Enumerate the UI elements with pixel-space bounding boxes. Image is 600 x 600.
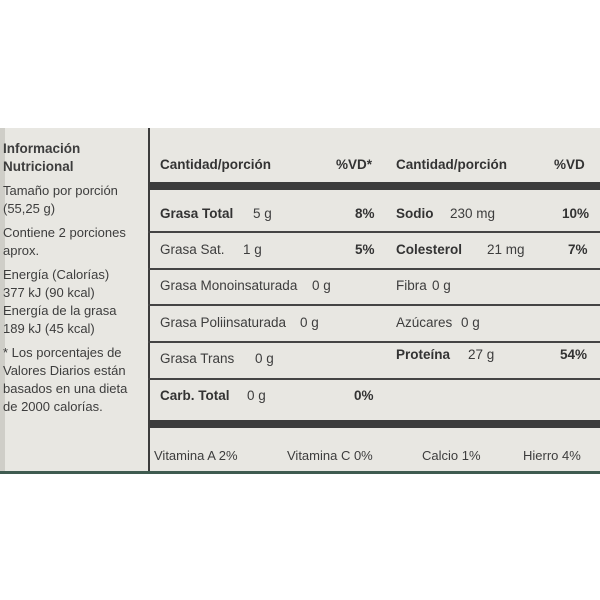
nutrient-amount: 1 g bbox=[243, 242, 262, 257]
nutrient-amount: 0 g bbox=[312, 278, 331, 293]
nutrient-amount: 0 g bbox=[247, 388, 266, 403]
daily-value-footnote: * Los porcentajes de Valores Diarios están basados en una dieta de 2000 calorías. bbox=[3, 345, 128, 414]
nutrient-amount: 5 g bbox=[253, 206, 272, 221]
calcium: Calcio 1% bbox=[422, 448, 481, 463]
row-divider bbox=[148, 341, 600, 343]
row-divider bbox=[148, 378, 600, 380]
vitamin-a: Vitamina A 2% bbox=[154, 448, 238, 463]
header-amount-left: Cantidad/porción bbox=[160, 157, 271, 172]
nutrient-dv: 0% bbox=[354, 388, 374, 403]
row-divider bbox=[148, 268, 600, 270]
row-divider bbox=[148, 231, 600, 233]
header-amount-right: Cantidad/porción bbox=[396, 157, 507, 172]
nutrient-name: Grasa Trans bbox=[160, 351, 235, 366]
serving-size: Tamaño por porción (55,25 g) bbox=[3, 183, 118, 216]
nutrient-amount: 0 g bbox=[300, 315, 319, 330]
nutrient-amount: 230 mg bbox=[450, 206, 496, 221]
nutrient-name: Fibra bbox=[396, 278, 427, 293]
nutrient-name: Grasa Total bbox=[160, 206, 234, 221]
nutrient-amount: 0 g bbox=[461, 315, 480, 330]
header-rule bbox=[148, 182, 600, 190]
nutrient-dv: 10% bbox=[562, 206, 590, 221]
vitamins-rule bbox=[148, 420, 600, 428]
energy: Energía (Calorías) 377 kJ (90 kcal) bbox=[3, 267, 110, 300]
nutrient-amount: 21 mg bbox=[487, 242, 525, 257]
nutrient-amount: 27 g bbox=[468, 347, 495, 362]
nutrient-name: Colesterol bbox=[396, 242, 463, 257]
label-title: Información Nutricional bbox=[3, 141, 81, 174]
energy-from-fat: Energía de la grasa 189 kJ (45 kcal) bbox=[3, 303, 117, 336]
serving-info-column bbox=[3, 140, 143, 416]
nutrient-name: Grasa Monoinsaturada bbox=[160, 278, 298, 293]
iron: Hierro 4% bbox=[523, 448, 581, 463]
nutrient-name: Azúcares bbox=[396, 315, 453, 330]
vitamin-c: Vitamina C 0% bbox=[287, 448, 373, 463]
header-dv-right: %VD bbox=[554, 157, 585, 172]
nutrient-dv: 5% bbox=[355, 242, 375, 257]
nutrient-name: Proteína bbox=[396, 347, 451, 362]
servings-per-container: Contiene 2 porciones aprox. bbox=[3, 225, 126, 258]
nutrient-dv: 54% bbox=[560, 347, 588, 362]
nutrient-amount: 0 g bbox=[432, 278, 451, 293]
panel-bottom-border bbox=[0, 471, 600, 474]
nutrient-name: Sodio bbox=[396, 206, 434, 221]
nutrient-dv: 7% bbox=[568, 242, 588, 257]
nutrient-amount: 0 g bbox=[255, 351, 274, 366]
header-dv-left: %VD* bbox=[336, 157, 373, 172]
nutrient-name: Carb. Total bbox=[160, 388, 230, 403]
row-divider bbox=[148, 304, 600, 306]
nutrient-name: Grasa Poliinsaturada bbox=[160, 315, 287, 330]
nutrient-name: Grasa Sat. bbox=[160, 242, 225, 257]
nutrient-dv: 8% bbox=[355, 206, 375, 221]
